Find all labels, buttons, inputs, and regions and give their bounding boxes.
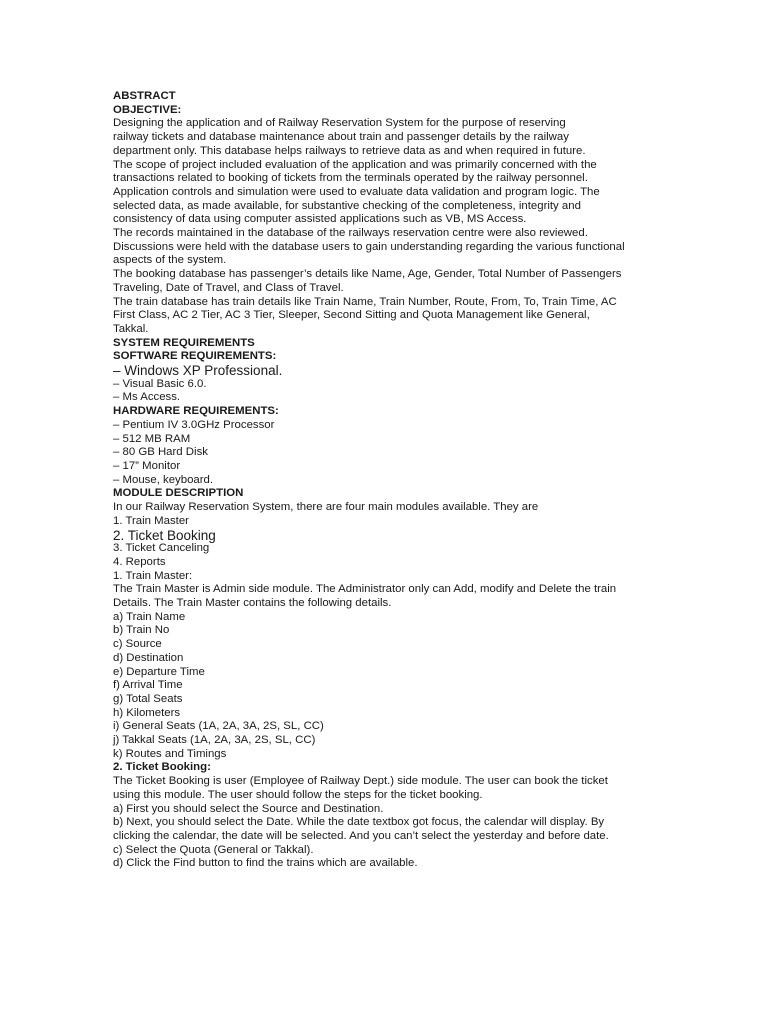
text-line: h) Kilometers [113, 706, 181, 719]
text-line: – Windows XP Professional. [113, 363, 283, 379]
text-line: d) Click the Find button to find the trains which are available. [113, 857, 418, 870]
text-line: 1. Train Master: [113, 569, 193, 582]
text-line: 1. Train Master [113, 514, 189, 527]
text-line: – Visual Basic 6.0. [113, 377, 207, 390]
text-line: The records maintained in the database of the railways reservation centre were also reviewed. [113, 227, 588, 240]
text-line: f) Arrival Time [113, 679, 183, 692]
text-line: Traveling, Date of Travel, and Class of Travel. [113, 281, 344, 294]
text-line: a) Train Name [113, 610, 186, 623]
text-line: First Class, AC 2 Tier, AC 3 Tier, Sleeper, Second Sitting and Quota Management like General, [113, 309, 590, 322]
document-body [113, 90, 653, 871]
text-line: e) Departure Time [113, 665, 205, 678]
text-line: 4. Reports [113, 555, 166, 568]
text-line: Application controls and simulation were used to evaluate data validation and program logic. The [113, 185, 600, 198]
text-line: b) Next, you should select the Date. While the date textbox got focus, the calendar will display. By [113, 816, 605, 829]
section-heading: ABSTRACT [113, 90, 176, 102]
section-heading: 2. Ticket Booking: [113, 761, 211, 774]
text-line: using this module. The user should follow the steps for the ticket booking. [113, 788, 483, 801]
section-heading: OBJECTIVE: [113, 103, 182, 116]
text-line: – 17” Monitor [113, 459, 181, 472]
text-line: consistency of data using computer assisted applications such as VB, MS Access. [113, 213, 527, 226]
text-line: Designing the application and of Railway Reservation System for the purpose of reserving [113, 117, 566, 130]
text-line: The booking database has passenger’s details like Name, Age, Gender, Total Number of Passengers [113, 268, 622, 281]
section-heading: MODULE DESCRIPTION [113, 487, 244, 500]
section-heading: SYSTEM REQUIREMENTS [113, 336, 255, 349]
text-line: – Ms Access. [113, 391, 181, 404]
text-line: i) General Seats (1A, 2A, 3A, 2S, SL, CC) [113, 720, 324, 733]
text-line: – Mouse, keyboard. [113, 473, 214, 486]
document-page [113, 90, 653, 871]
text-line: – Pentium IV 3.0GHz Processor [113, 418, 275, 431]
text-line: department only. This database helps railways to retrieve data as and when required in future. [113, 144, 586, 157]
text-line: – 80 GB Hard Disk [113, 446, 208, 459]
text-line: 2. Ticket Booking [113, 527, 216, 543]
text-line: Takkal. [113, 322, 149, 335]
text-line: The Train Master is Admin side module. The Administrator only can Add, modify and Delete the train [113, 583, 617, 596]
text-line: g) Total Seats [113, 692, 183, 705]
text-line: d) Destination [113, 651, 184, 664]
text-line: In our Railway Reservation System, there are four main modules available. They are [113, 501, 539, 514]
text-line: 3. Ticket Canceling [113, 542, 210, 555]
text-line: The Ticket Booking is user (Employee of Railway Dept.) side module. The user can book the ticket [113, 775, 608, 788]
text-line: clicking the calendar, the date will be selected. And you can’t select the yesterday and before date. [113, 829, 609, 842]
text-line: a) First you should select the Source and Destination. [113, 802, 384, 815]
section-heading: SOFTWARE REQUIREMENTS: [113, 350, 277, 363]
text-line: selected data, as made available, for substantive checking of the completeness, integrity and [113, 199, 581, 212]
section-heading: HARDWARE REQUIREMENTS: [113, 405, 279, 418]
text-line: c) Source [113, 638, 162, 651]
text-line: The scope of project included evaluation of the application and was primarily concerned with the [113, 158, 597, 171]
text-line: j) Takkal Seats (1A, 2A, 3A, 2S, SL, CC) [113, 734, 316, 747]
text-line: – 512 MB RAM [113, 432, 191, 445]
text-line: Details. The Train Master contains the following details. [113, 597, 392, 610]
text-line: Discussions were held with the database users to gain understanding regarding the various functional [113, 240, 625, 253]
text-line: railway tickets and database maintenance about train and passenger details by the railway [113, 131, 569, 144]
text-line: k) Routes and Timings [113, 747, 227, 760]
text-line: transactions related to booking of tickets from the terminals operated by the railway personnel. [113, 172, 588, 185]
text-line: b) Train No [113, 624, 170, 637]
text-line: The train database has train details like Train Name, Train Number, Route, From, To, Train Time, AC [113, 295, 617, 308]
text-line: aspects of the system. [113, 254, 227, 267]
text-line: c) Select the Quota (General or Takkal). [113, 843, 314, 856]
